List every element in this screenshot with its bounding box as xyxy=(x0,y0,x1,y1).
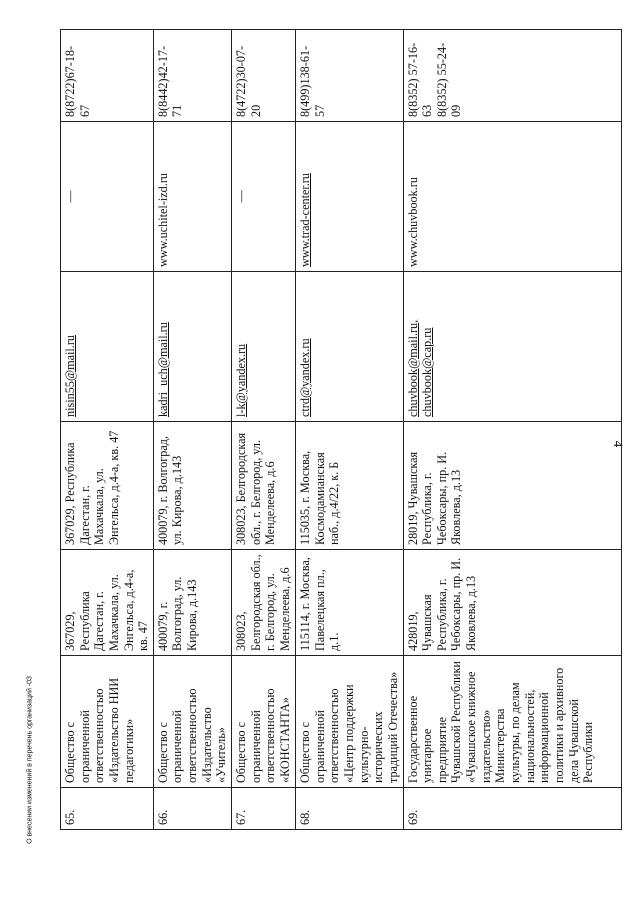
row-number: 66. xyxy=(153,788,231,830)
rotated-table-wrapper xyxy=(60,30,596,830)
phone-cell xyxy=(403,30,621,122)
row-number: 68. xyxy=(296,788,403,830)
postal-address: 28019, Чувашская Республика, г. Чебоксары, пр. И. Яковлева, д.13 xyxy=(403,422,621,550)
organization-name: Государственное унитарное предприятие Чувашской Республики «Чувашское книжное издательство» Министерства культуры, по делам национальностей, информационной политики и архивного дела Чувашской Республики xyxy=(403,656,621,788)
page-number: 4 xyxy=(611,440,626,448)
postal-address: 308023, Белгородская обл., г. Белгород, ул. Менделеева, д.6 xyxy=(232,422,296,550)
email-link[interactable]: ctrd@yandex.ru xyxy=(298,338,313,417)
phone-value: 8(8722)67-18-67 xyxy=(63,45,92,117)
website-link[interactable]: www.trad-center.ru xyxy=(298,173,313,267)
website-cell xyxy=(61,122,154,272)
postal-address: 400079, г. Волгоград, ул. Кирова, д.143 xyxy=(153,422,231,550)
website-cell xyxy=(232,122,296,272)
legal-address: 367029, Республика Дагестан, г. Махачкала, ул. Энгельса, д.4-а, кв. 47 xyxy=(61,550,154,656)
website-cell xyxy=(403,122,621,272)
email-cell xyxy=(153,272,231,422)
email-link[interactable]: l-k@yandex.ru xyxy=(234,343,249,417)
email-cell xyxy=(403,272,621,422)
website-cell xyxy=(296,122,403,272)
phone-cell xyxy=(232,30,296,122)
legal-address: 115114, г. Москва, Павелецкая пл., д.1. xyxy=(296,550,403,656)
phone-value: 8(8352) 57-16-63 xyxy=(405,42,435,117)
table-row xyxy=(296,30,403,830)
phone-cell xyxy=(296,30,403,122)
table-row xyxy=(153,30,231,830)
website-value[interactable]: www.uchitel-izd.ru xyxy=(155,173,170,267)
email-link[interactable]: chuvbook@mail.ru, xyxy=(405,319,420,417)
email-link-secondary[interactable]: chuvbook@cap.ru xyxy=(420,327,435,417)
legal-address: 428019, Чувашская Республика, г. Чебоксары, пр. И. Яковлева, д.13 xyxy=(403,550,621,656)
row-number: 67. xyxy=(232,788,296,830)
organizations-table xyxy=(60,29,622,830)
email-cell xyxy=(232,272,296,422)
phone-value: 8(8442)42-17-71 xyxy=(155,45,185,117)
table-row xyxy=(232,30,296,830)
footer-note: О внесении изменений в перечень организаций -03 xyxy=(26,676,34,844)
row-number: 65. xyxy=(61,788,154,830)
phone-value: 8(499)138-61-57 xyxy=(298,45,327,117)
organization-name: Общество с ограниченной ответственностью «Издательство НИИ педагогики» xyxy=(61,656,154,788)
email-link[interactable]: nisin55@mail.ru xyxy=(63,335,77,417)
organization-name: Общество с ограниченной ответственностью «Издательство «Учитель» xyxy=(153,656,231,788)
email-link[interactable]: kadri_uch@mail.ru xyxy=(155,322,170,417)
email-cell xyxy=(61,272,154,422)
phone-value-secondary: 8(8352) 55-24-09 xyxy=(434,42,464,117)
phone-cell xyxy=(153,30,231,122)
row-number: 69. xyxy=(403,788,621,830)
website-value: — xyxy=(63,190,77,203)
phone-value: 8(4722)30-07-20 xyxy=(234,45,263,117)
table-row xyxy=(403,30,621,830)
website-value[interactable]: www.chuvbook.ru xyxy=(405,177,420,267)
postal-address: 115035, г. Москва, Космодамианская наб., д.4/22, к. Б xyxy=(296,422,403,550)
website-cell xyxy=(153,122,231,272)
email-cell xyxy=(296,272,403,422)
table-row xyxy=(61,30,154,830)
legal-address: 308023, Белгородская обл., г. Белгород, ул. Менделеева, д.6 xyxy=(232,550,296,656)
postal-address: 367029, Республика Дагестан, г. Махачкала, ул. Энгельса, д.4-а, кв. 47 xyxy=(61,422,154,550)
organization-name: Общество с ограниченной ответственностью «КОНСТАНТА» xyxy=(232,656,296,788)
phone-cell xyxy=(61,30,154,122)
legal-address: 400079, г. Волгоград, ул. Кирова, д.143 xyxy=(153,550,231,656)
organization-name: Общество с ограниченной ответственностью «Центр поддержки культурно-исторических традиций Отечества» xyxy=(296,656,403,788)
website-value: — xyxy=(234,190,249,203)
